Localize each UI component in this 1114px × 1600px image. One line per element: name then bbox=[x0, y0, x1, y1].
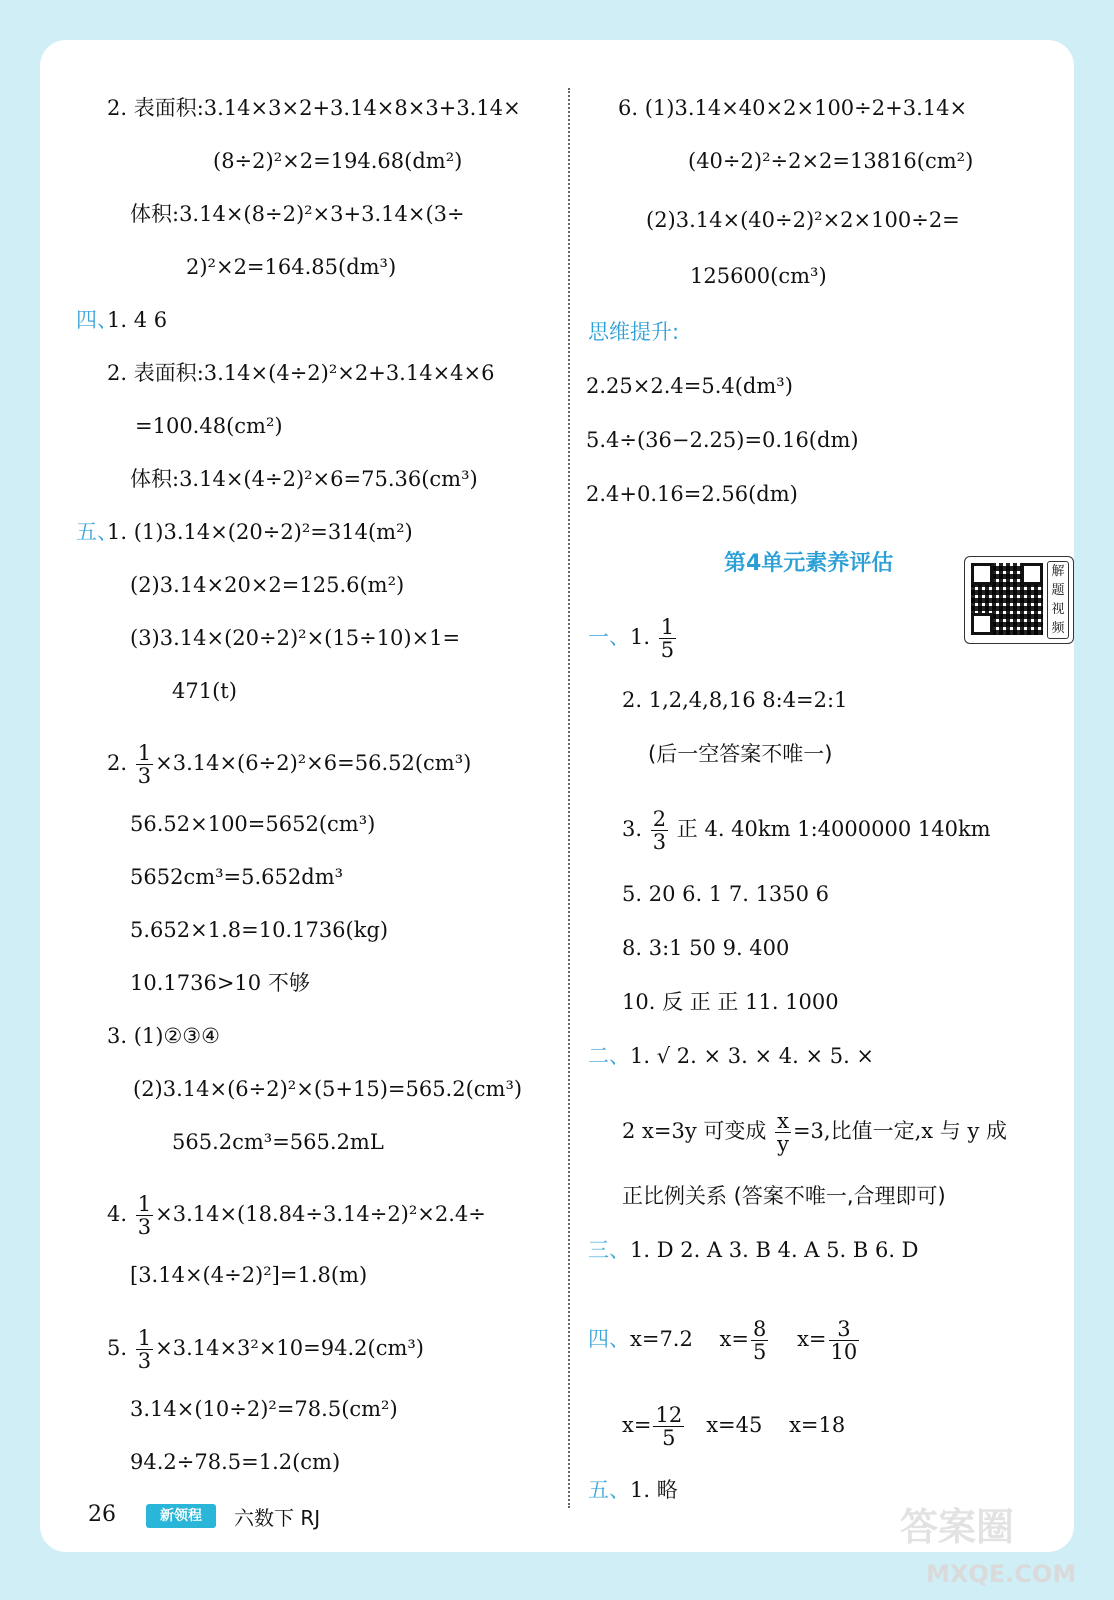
fraction-numerator: 12 bbox=[655, 1403, 683, 1427]
fraction-denominator: y bbox=[777, 1132, 789, 1156]
left-line-19: (2)3.14×(6÷2)²×(5+15)=565.2(cm³) bbox=[133, 1077, 523, 1101]
fraction-numerator: x bbox=[775, 1110, 791, 1133]
right-line-7: 2.4+0.16=2.56(dm) bbox=[586, 482, 798, 506]
right-line-20 bbox=[622, 1404, 845, 1449]
right-line-14: 10. 反 正 正 11. 1000 bbox=[622, 990, 839, 1014]
fraction-denominator: 3 bbox=[137, 1215, 152, 1239]
item-number: 1. bbox=[630, 625, 651, 649]
left-line-25: 94.2÷78.5=1.2(cm) bbox=[130, 1450, 341, 1474]
qr-finder bbox=[1021, 563, 1043, 585]
fraction-denominator: 5 bbox=[660, 638, 675, 662]
equation: x= bbox=[797, 1327, 827, 1351]
qr-finder bbox=[971, 613, 993, 635]
left-line-9: 1. (1)3.14×(20÷2)²=314(m²) bbox=[107, 520, 413, 544]
right-line-9: 2. 1,2,4,8,16 8:4=2:1 bbox=[622, 688, 848, 712]
equation: x=7.2 bbox=[630, 1327, 693, 1351]
left-line-12: 471(t) bbox=[172, 679, 237, 703]
equation: x=18 bbox=[789, 1413, 846, 1437]
right-line-4: 125600(cm³) bbox=[690, 264, 827, 288]
qr-code[interactable] bbox=[964, 556, 1074, 644]
expression: ×3.14×(18.84÷3.14÷2)²×2.4÷ bbox=[155, 1202, 486, 1226]
fraction-one-third bbox=[136, 1327, 153, 1372]
left-line-2: (8÷2)²×2=194.68(dm²) bbox=[213, 149, 463, 173]
expression: 1. √ 2. × 3. × 4. × 5. × bbox=[630, 1044, 875, 1068]
expression: ×3.14×(6÷2)²×6=56.52(cm³) bbox=[155, 751, 472, 775]
right-line-3: (2)3.14×(40÷2)²×2×100÷2= bbox=[646, 208, 960, 232]
equation: x=45 bbox=[706, 1413, 763, 1437]
fraction-one-third bbox=[136, 1193, 153, 1238]
right-line-21 bbox=[588, 1476, 678, 1504]
right-line-2: (40÷2)²÷2×2=13816(cm²) bbox=[688, 149, 974, 173]
section-2-marker: 二、 bbox=[588, 1044, 630, 1068]
fraction bbox=[651, 808, 668, 853]
brand-logo: 新领程 bbox=[146, 1504, 216, 1528]
fraction-numerator: 1 bbox=[137, 1326, 152, 1350]
left-line-1: 2. 表面积:3.14×3×2+3.14×8×3+3.14× bbox=[107, 96, 521, 120]
fraction-denominator: 10 bbox=[830, 1340, 858, 1364]
right-line-8 bbox=[588, 616, 678, 661]
left-line-21 bbox=[107, 1193, 486, 1238]
fraction-denominator: 5 bbox=[662, 1426, 676, 1450]
unit-title: 第4单元素养评估 bbox=[724, 551, 894, 576]
column-divider bbox=[568, 88, 570, 1508]
section-5-marker: 五、 bbox=[588, 1478, 630, 1502]
fraction bbox=[829, 1318, 860, 1363]
left-line-15: 5652cm³=5.652dm³ bbox=[130, 865, 344, 889]
fraction bbox=[775, 1110, 791, 1155]
fraction bbox=[653, 1404, 684, 1449]
left-line-4: 2)²×2=164.85(dm³) bbox=[186, 255, 397, 279]
right-line-12: 5. 20 6. 1 7. 1350 6 bbox=[622, 882, 830, 906]
left-line-14: 56.52×100=5652(cm³) bbox=[130, 812, 376, 836]
fraction-one-third bbox=[136, 742, 153, 787]
fraction-numerator: 3 bbox=[829, 1318, 860, 1341]
right-line-1: 6. (1)3.14×40×2×100÷2+3.14× bbox=[618, 96, 968, 120]
fraction-numerator: 8 bbox=[753, 1317, 767, 1341]
left-line-16: 5.652×1.8=10.1736(kg) bbox=[130, 918, 389, 942]
right-line-16 bbox=[622, 1110, 1007, 1155]
fraction-denominator: 3 bbox=[652, 830, 667, 854]
section-3-marker: 三、 bbox=[588, 1238, 630, 1262]
left-line-5: 1. 4 6 bbox=[107, 308, 168, 332]
item-number: 4. bbox=[107, 1202, 128, 1226]
left-line-18: 3. (1)②③④ bbox=[107, 1024, 220, 1048]
expression: 1. 略 bbox=[630, 1478, 678, 1502]
left-line-3: 体积:3.14×(8÷2)²×3+3.14×(3÷ bbox=[130, 202, 465, 226]
qr-finder bbox=[971, 563, 993, 585]
fraction-numerator: 1 bbox=[660, 615, 675, 639]
page-number: 26 bbox=[88, 1502, 116, 1527]
video-label: 解题视频 bbox=[1047, 561, 1069, 639]
right-line-10: (后一空答案不唯一) bbox=[648, 742, 833, 766]
left-line-17: 10.1736>10 不够 bbox=[130, 971, 310, 995]
expression: ×3.14×3²×10=94.2(cm³) bbox=[155, 1336, 424, 1360]
left-line-6: 2. 表面积:3.14×(4÷2)²×2+3.14×4×6 bbox=[107, 361, 495, 385]
book-label: 六数下 RJ bbox=[234, 1506, 321, 1530]
section-1-marker: 一、 bbox=[588, 625, 630, 649]
right-line-15 bbox=[588, 1042, 874, 1070]
left-line-20: 565.2cm³=565.2mL bbox=[172, 1130, 384, 1154]
section-4-marker: 四、 bbox=[588, 1327, 630, 1351]
left-line-7: =100.48(cm²) bbox=[135, 414, 283, 438]
fraction-denominator: 3 bbox=[137, 1349, 152, 1373]
fraction bbox=[659, 616, 676, 661]
right-line-18 bbox=[588, 1236, 919, 1264]
right-line-17: 正比例关系 (答案不唯一,合理即可) bbox=[622, 1184, 946, 1208]
fraction-denominator: 5 bbox=[753, 1340, 767, 1364]
section-4-marker: 四、 bbox=[76, 308, 118, 332]
fraction bbox=[751, 1318, 768, 1363]
item-number: 5. bbox=[107, 1336, 128, 1360]
fraction-numerator: 1 bbox=[137, 741, 152, 765]
left-line-24: 3.14×(10÷2)²=78.5(cm²) bbox=[130, 1397, 398, 1421]
expression: 正 4. 40km 1:4000000 140km bbox=[676, 817, 991, 841]
expression: 1. D 2. A 3. B 4. A 5. B 6. D bbox=[630, 1238, 919, 1262]
left-line-13 bbox=[107, 742, 471, 787]
fraction-denominator: 3 bbox=[137, 764, 152, 788]
section-5-marker: 五、 bbox=[76, 520, 118, 544]
expression: =3,比值一定,x 与 y 成 bbox=[792, 1119, 1007, 1143]
left-line-8: 体积:3.14×(4÷2)²×6=75.36(cm³) bbox=[130, 467, 478, 491]
left-line-22: [3.14×(4÷2)²]=1.8(m) bbox=[130, 1263, 368, 1287]
right-line-19 bbox=[588, 1318, 861, 1363]
right-line-13: 8. 3:1 50 9. 400 bbox=[622, 936, 790, 960]
fraction-numerator: 1 bbox=[137, 1192, 152, 1216]
right-line-6: 5.4÷(36−2.25)=0.16(dm) bbox=[586, 428, 859, 452]
item-number: 3. bbox=[622, 817, 643, 841]
watermark-logo: 答案圈 bbox=[900, 1505, 1015, 1549]
watermark-url: MXQE.COM bbox=[926, 1560, 1077, 1588]
fraction-numerator: 2 bbox=[652, 807, 667, 831]
right-line-5: 2.25×2.4=5.4(dm³) bbox=[586, 374, 793, 398]
left-line-10: (2)3.14×20×2=125.6(m²) bbox=[130, 573, 405, 597]
equation: x= bbox=[622, 1413, 652, 1437]
thinking-heading: 思维提升: bbox=[588, 320, 680, 344]
right-line-11 bbox=[622, 808, 991, 853]
item-number: 2. bbox=[107, 751, 128, 775]
left-line-11: (3)3.14×(20÷2)²×(15÷10)×1= bbox=[130, 626, 461, 650]
expression: 2 x=3y 可变成 bbox=[622, 1119, 767, 1143]
left-line-23 bbox=[107, 1327, 424, 1372]
equation: x= bbox=[719, 1327, 749, 1351]
